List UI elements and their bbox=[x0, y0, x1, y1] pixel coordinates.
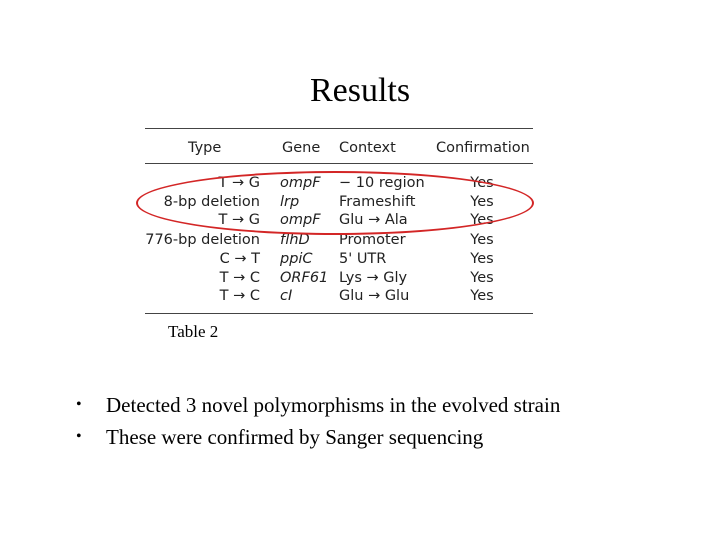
cell-confirmation: Yes bbox=[470, 175, 494, 191]
cell-context: Glu → Glu bbox=[339, 288, 410, 304]
cell-gene: cI bbox=[280, 288, 293, 304]
table-header-rule bbox=[145, 163, 533, 164]
cell-context: Frameshift bbox=[339, 194, 416, 210]
cell-context: Glu → Ala bbox=[339, 212, 408, 228]
cell-confirmation: Yes bbox=[470, 194, 494, 210]
cell-confirmation: Yes bbox=[470, 288, 494, 304]
header-gene: Gene bbox=[282, 140, 321, 156]
header-type: Type bbox=[188, 140, 222, 156]
cell-type: 8-bp deletion bbox=[163, 194, 260, 210]
cell-confirmation: Yes bbox=[470, 251, 494, 267]
bullet-dot-icon: • bbox=[76, 396, 82, 413]
cell-confirmation: Yes bbox=[470, 212, 494, 228]
slide-title: Results bbox=[309, 72, 411, 109]
cell-type: 776-bp deletion bbox=[145, 232, 260, 248]
cell-confirmation: Yes bbox=[470, 270, 494, 286]
bullet-text: These were confirmed by Sanger sequencing bbox=[106, 425, 484, 449]
bullet-list bbox=[76, 392, 560, 456]
cell-confirmation: Yes bbox=[470, 232, 494, 248]
cell-context: Lys → Gly bbox=[339, 270, 408, 286]
cell-gene: ompF bbox=[280, 212, 321, 228]
table-header-row bbox=[142, 139, 534, 157]
header-confirmation: Confirmation bbox=[436, 140, 530, 156]
table-top-rule bbox=[145, 128, 533, 129]
table-row bbox=[142, 287, 534, 305]
cell-gene: ompF bbox=[280, 175, 321, 191]
table-bottom-rule bbox=[145, 313, 533, 314]
cell-gene: lrp bbox=[280, 194, 300, 210]
bullet-item bbox=[76, 424, 560, 456]
cell-type: T → C bbox=[219, 288, 260, 304]
cell-context: Promoter bbox=[339, 232, 406, 248]
cell-gene: ORF61 bbox=[280, 270, 329, 286]
cell-gene: ppiC bbox=[280, 251, 313, 267]
highlight-ellipse bbox=[136, 171, 534, 235]
cell-context: 5' UTR bbox=[339, 251, 387, 267]
table-row bbox=[142, 250, 534, 268]
table-caption: Table 2 bbox=[168, 322, 219, 341]
results-table bbox=[142, 127, 534, 317]
cell-type: C → T bbox=[219, 251, 260, 267]
cell-type: T → G bbox=[218, 212, 260, 228]
bullet-text: Detected 3 novel polymorphisms in the evolved strain bbox=[106, 393, 561, 417]
table-row bbox=[142, 269, 534, 287]
cell-type: T → C bbox=[219, 270, 260, 286]
bullet-dot-icon: • bbox=[76, 428, 82, 445]
cell-context: − 10 region bbox=[339, 175, 425, 191]
cell-type: T → G bbox=[218, 175, 260, 191]
bullet-item bbox=[76, 392, 560, 424]
cell-gene: flhD bbox=[280, 232, 310, 248]
header-context: Context bbox=[339, 140, 396, 156]
